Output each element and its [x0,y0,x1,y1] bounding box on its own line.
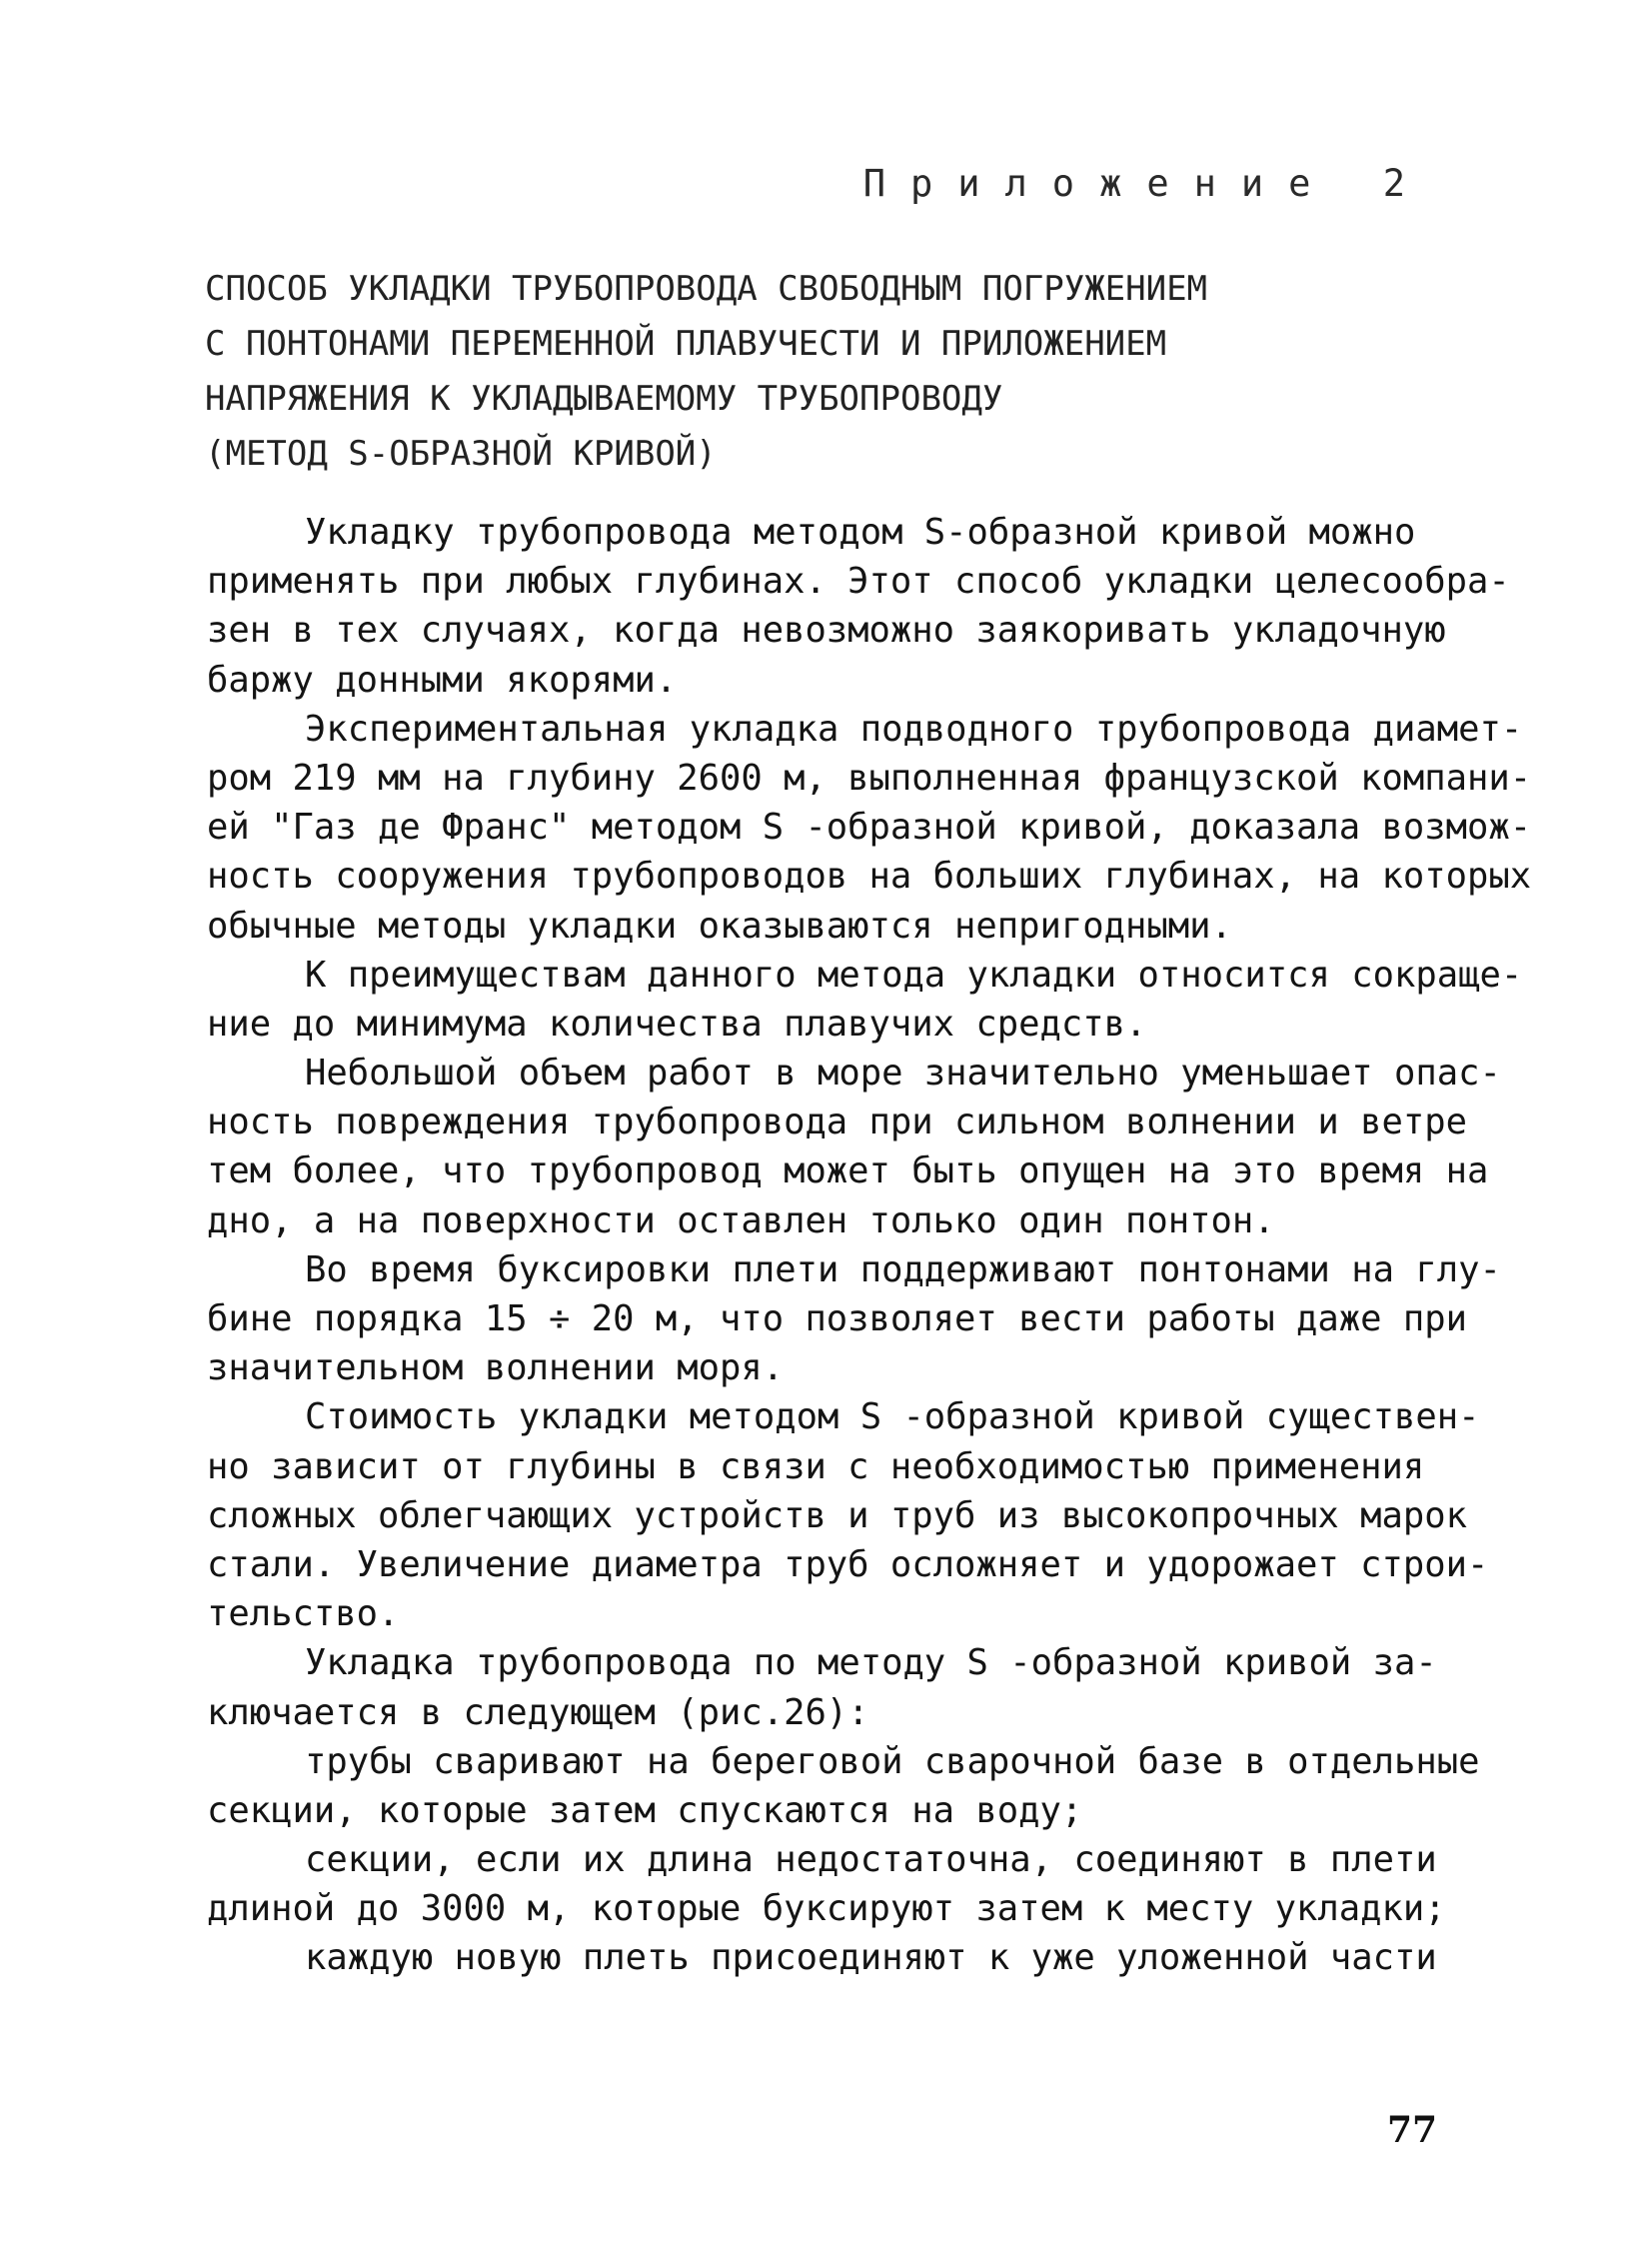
body-line: Укладку трубопровода методом S-образной кривой можно [305,512,1416,553]
body-line: тем более, что трубопровод может быть опущен на это время на [207,1150,1489,1192]
body-line: ность сооружения трубопроводов на больших глубинах, на которых [207,856,1532,898]
body-line: стали. Увеличение диаметра труб осложняет и удорожает строи- [207,1543,1489,1585]
body-line: Небольшой объем работ в море значительно уменьшает опас- [305,1053,1501,1095]
body-line: ность повреждения трубопровода при сильном волнении и ветре [207,1102,1467,1143]
title-line: (МЕТОД S-ОБРАЗНОЙ КРИВОЙ) [205,434,717,474]
body-line: длиной до 3000 м, которые буксируют затем к месту укладки; [207,1888,1446,1930]
body-line: ние до минимума количества плавучих средств. [207,1003,1147,1045]
body-line: К преимуществам данного метода укладки относится сокраще- [305,954,1523,996]
title-line: СПОСОБ УКЛАДКИ ТРУБОПРОВОДА СВОБОДНЫМ ПОГРУЖЕНИЕМ [205,269,1208,309]
body-line: секции, которые затем спускаются на воду; [207,1789,1083,1831]
body-line: сложных облегчающих устройств и труб из высокопрочных марок [207,1494,1467,1536]
body-text [207,508,1532,1983]
title-line: НАПРЯЖЕНИЯ К УКЛАДЫВАЕМОМУ ТРУБОПРОВОДУ [205,379,1003,419]
body-line: тельство. [207,1593,400,1635]
body-line: баржу донными якорями. [207,659,678,701]
section-title [205,262,1207,482]
body-line: дно, а на поверхности оставлен только один понтон. [207,1199,1275,1241]
body-line: ей "Газ де Франс" методом S -образной кривой, доказала возмож- [207,807,1532,849]
body-line: трубы сваривают на береговой сварочной базе в отдельные [305,1740,1480,1782]
body-line: бине порядка 15 ÷ 20 м, что позволяет вести работы даже при [207,1298,1467,1339]
body-line: Укладка трубопровода по методу S -образной кривой за- [305,1642,1437,1684]
body-line: но зависит от глубины в связи с необходимостью применения [207,1445,1425,1487]
appendix-label: Приложение 2 [862,162,1430,205]
body-line: Стоимость укладки методом S -образной кривой существен- [305,1396,1480,1438]
body-line: Во время буксировки плети поддерживают понтонами на глу- [305,1248,1501,1290]
title-line: С ПОНТОНАМИ ПЕРЕМЕННОЙ ПЛАВУЧЕСТИ И ПРИЛОЖЕНИЕМ [205,324,1167,364]
body-line: ключается в следующем (рис.26): [207,1691,869,1733]
body-line: Экспериментальная укладка подводного трубопровода диамет- [305,708,1523,750]
body-line: каждую новую плеть присоединяют к уже уложенной части [305,1937,1437,1979]
body-line: значительном волнении моря. [207,1347,785,1389]
page-number: 77 [1387,2109,1438,2151]
body-line: зен в тех случаях, когда невозможно заякоривать укладочную [207,610,1446,652]
body-line: применять при любых глубинах. Этот способ укладки целесообра- [207,561,1510,603]
body-line: ром 219 мм на глубину 2600 м, выполненная французской компани- [207,757,1532,799]
body-line: обычные методы укладки оказываются непригодными. [207,905,1232,947]
body-line: секции, если их длина недостаточна, соединяют в плети [305,1839,1437,1881]
